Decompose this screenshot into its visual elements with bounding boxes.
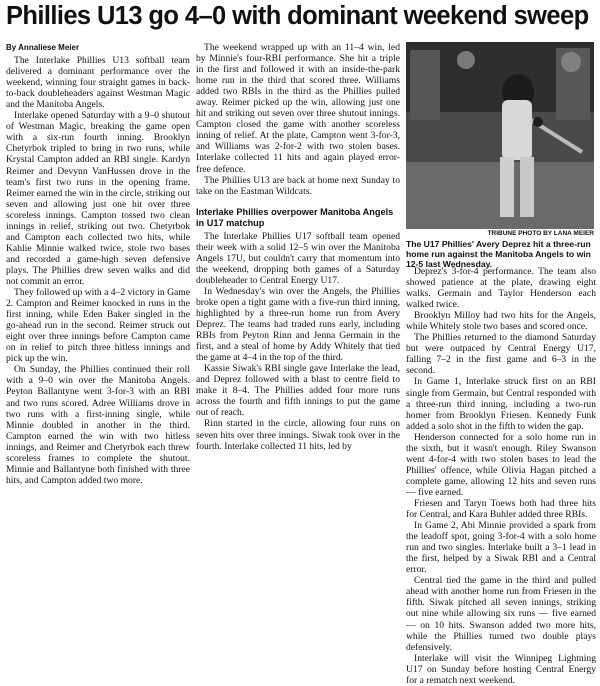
byline: By Annaliese Meier [6, 43, 80, 52]
paragraph: In Game 2, Abi Minnie provided a spark from the leadoff spot, going 3-for-4 with a solo home run and two singles. Interlake built a 3–1 lead in the first, helped by a Siwak RBI and a Central error. [406, 520, 596, 576]
paragraph: Interlake will visit the Winnipeg Lightning U17 on Sunday before hosting Central Energy for a rematch next weekend. [406, 652, 596, 686]
article-column-1 [6, 42, 190, 586]
paragraph: On Sunday, the Phillies continued their roll with a 9–0 win over the Manitoba Angels. Peyton Ballantyne went 3-for-3 with an RBI and two runs scored. Adree Williams drove in two runs with a first-inning single, while Minnie doubled in another in the third. Campton earned the win with two hitless innings, and Reimer and Chetyrbok each threw scoreless frames to complete the shutout. Minnie and Ballantyne both finished with three hits, and Campton added two more. [6, 364, 190, 486]
paragraph: They followed up with a 4–2 victory in Game 2. Campton and Reimer knocked in runs in the first inning, while Eden Baker singled in the go-ahead run in the second. Reimer struck out eight over three innings before Campton came on in relief to pitch three hitless innings and pick up the win. [6, 287, 190, 365]
paragraph: Kassie Siwak's RBI single gave Interlake the lead, and Deprez followed with a blast to centre field to make it 8–4. The Phillies added four more runs across the fourth and fifth innings to put the game out of reach. [196, 363, 400, 419]
paragraph: Friesen and Taryn Toews both had three hits for Central, and Kara Buhler added three RBIs. [406, 497, 596, 521]
headline: Phillies U13 go 4–0 with dominant weekend sweep [6, 2, 589, 30]
photo-credit: TRIBUNE PHOTO BY LANA MEIER [487, 230, 594, 237]
photo-illustration [406, 42, 594, 229]
paragraph: The weekend wrapped up with an 11–4 win, led by Minnie's four-RBI performance. She hit a triple in the first and followed it with an inside-the-park home run in the third that scored three. Williams added two RBIs in the third as the Phillies pulled away. Reimer picked up the win, allowing just one hit and striking out seven over three shutout innings. Campton closed the game with another scoreless inning of relief. At the plate, Campton went 3-for-3, and Williams was 2-for-2 with two stolen bases. Interlake collected 11 hits and again played error-free defence. [196, 42, 400, 175]
softball-batter-photo [406, 42, 594, 229]
paragraph: In Game 1, Interlake struck first on an RBI single from Germain, but Central responded with a three-run third inning, including a two-run homer from Brooklyn Friesen. Kennedy Funk added a solo shot in the fifth to widen the gap. [406, 376, 596, 432]
paragraph: Rinn started in the circle, allowing four runs on seven hits over three innings. Siwak took over in the fourth. Interlake collected 11 hits, led by [196, 418, 400, 452]
paragraph: Central tied the game in the third and pulled ahead with another home run from Friesen in the fifth. Siwak pitched all seven innings, striking out nine while allowing six runs — five earned — on 10 hits. Swanson added two more hits, while the Phillies turned two double plays defensively. [406, 575, 596, 653]
paragraph: The Interlake Phillies U17 softball team opened their week with a solid 12–5 win over the Manitoba Angels 17U, but couldn't carry that momentum into the weekend, dropping both games of a Saturday doubleheader to Central Energy U17. [196, 230, 400, 286]
paragraph: The Phillies returned to the diamond Saturday but were outpaced by Central Energy U17, falling 7–2 in the first game and 6–3 in the second. [406, 332, 596, 377]
paragraph: The Phillies U13 are back at home next Sunday to take on the Eastman Wildcats. [196, 174, 400, 197]
photo-caption: The U17 Phillies' Avery Deprez hit a three-run home run against the Manitoba Angels to win 12-5 last Wednesday. [406, 239, 591, 269]
paragraph: Henderson connected for a solo home run in the sixth, but it wasn't enough. Riley Swanson went 4-for-4 with two stolen bases to lead the Phillies' offence, while Olivia Hagan pitched a complete game, allowing 12 hits and seven runs — five earned. [406, 431, 596, 498]
article-column-2 [196, 42, 400, 582]
paragraph: In Wednesday's win over the Angels, the Phillies broke open a tight game with a five-run third inning, highlighted by a three-run home run from Avery Deprez. The teams had traded runs early, including RBIs from Peyton Rinn and Jenna Germain in the first, and a steal of home by Addy Whitely that tied the game at 4–4 in the top of the third. [196, 285, 400, 364]
paragraph: Interlake opened Saturday with a 9–0 shutout of Westman Magic, breaking the game open with a six-run fourth inning. Brooklyn Chetyrbok tripled to bring in two runs, while Krystal Campton added an RBI single. Kardyn Reimer and Devynn VanHussen drove in the team's first two runs in the opening frame. Reimer earned the win in the circle, striking out seven and allowing just one hit over three scoreless innings. Campton tossed two clean innings in relief, striking out two. Chetyrbok and Campton each collected two hits, while Kahlie Minnie walked twice, stole two bases and recorded a game-high seven defensive plays. The Phillies drew seven walks and did not commit an error. [6, 110, 190, 287]
paragraph: The Interlake Phillies U13 softball team delivered a dominant performance over the weekend, winning four straight games in back-to-back doubleheaders against Westman Magic and the Manitoba Angels. [6, 55, 190, 111]
paragraph: Deprez's 3-for-4 performance. The team also showed patience at the plate, drawing eight walks. Germain and Taylor Henderson each walked twice. [406, 266, 596, 311]
paragraph: Brooklyn Milloy had two hits for the Angels, while Whitely stole two bases and scored once. [406, 310, 596, 333]
subheadline: Interlake Phillies overpower Manitoba Angels in U17 matchup [196, 206, 394, 228]
article-column-3 [406, 266, 596, 686]
